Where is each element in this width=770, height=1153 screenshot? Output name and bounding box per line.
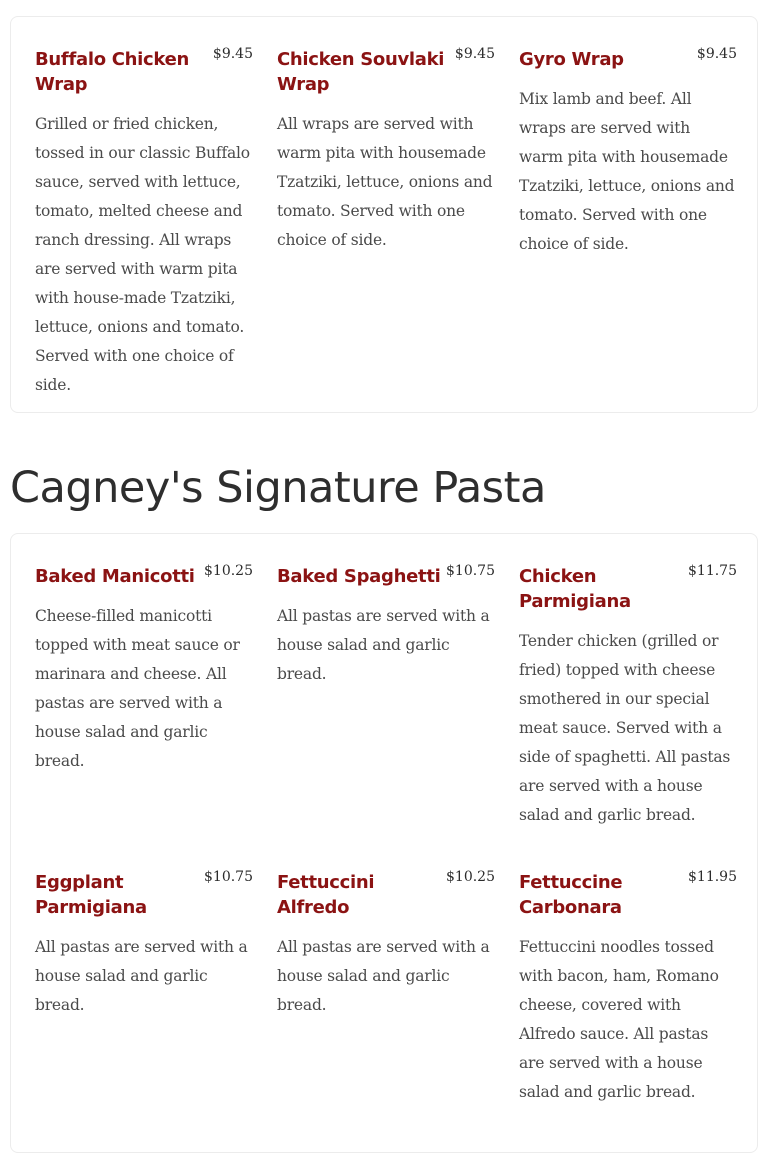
menu-item-price: $10.75 bbox=[446, 563, 495, 579]
menu-item-baked-spaghetti[interactable] bbox=[277, 564, 495, 830]
menu-item-header bbox=[519, 870, 737, 920]
menu-item-fettuccini-alfredo[interactable] bbox=[277, 870, 495, 1107]
menu-item-fettuccine-carbonara[interactable] bbox=[519, 870, 737, 1107]
menu-item-eggplant-parmigiana[interactable] bbox=[35, 870, 253, 1107]
wraps-items-grid bbox=[35, 47, 735, 400]
menu-item-name: Baked Manicotti bbox=[35, 566, 195, 587]
menu-item-header bbox=[35, 47, 253, 97]
menu-item-header bbox=[277, 564, 495, 589]
menu-item-description: All pastas are served with a house salad and garlic bread. bbox=[277, 607, 490, 683]
menu-item-price: $11.95 bbox=[688, 869, 737, 885]
menu-item-price: $10.25 bbox=[446, 869, 495, 885]
menu-item-header bbox=[519, 564, 737, 614]
menu-item-name: Baked Spaghetti bbox=[277, 566, 441, 587]
pasta-menu-card bbox=[10, 533, 758, 1153]
menu-item-name: Gyro Wrap bbox=[519, 49, 624, 70]
menu-item-description: Cheese-filled manicotti topped with meat sauce or marinara and cheese. All pastas are served with a house salad and garlic bread. bbox=[35, 607, 240, 770]
menu-item-baked-manicotti[interactable] bbox=[35, 564, 253, 830]
menu-item-description: All pastas are served with a house salad and garlic bread. bbox=[277, 938, 490, 1014]
section-title-signature-pasta: Cagney's Signature Pasta bbox=[10, 463, 546, 513]
menu-item-buffalo-chicken-wrap[interactable] bbox=[35, 47, 253, 400]
menu-item-header bbox=[35, 870, 253, 920]
menu-item-name: Chicken Parmigiana bbox=[519, 566, 631, 612]
menu-item-header bbox=[277, 870, 495, 920]
menu-item-price: $10.25 bbox=[204, 563, 253, 579]
menu-item-name: Eggplant Parmigiana bbox=[35, 872, 147, 918]
menu-item-chicken-parmigiana[interactable] bbox=[519, 564, 737, 830]
menu-item-gyro-wrap[interactable] bbox=[519, 47, 737, 400]
menu-item-name: Fettuccine Carbonara bbox=[519, 872, 623, 918]
menu-item-price: $10.75 bbox=[204, 869, 253, 885]
pasta-items-grid bbox=[35, 564, 735, 1107]
menu-item-header bbox=[519, 47, 737, 72]
menu-item-description: Mix lamb and beef. All wraps are served with warm pita with housemade Tzatziki, lettuce, onions and tomato. Served with one choice of side. bbox=[519, 90, 735, 253]
menu-item-price: $9.45 bbox=[454, 46, 495, 62]
menu-item-description: All pastas are served with a house salad and garlic bread. bbox=[35, 938, 248, 1014]
menu-item-name: Buffalo Chicken Wrap bbox=[35, 49, 190, 95]
menu-item-description: Grilled or fried chicken, tossed in our classic Buffalo sauce, served with lettuce, tomato, melted cheese and ranch dressing. All wraps are served with warm pita with house-made Tzatziki, lettuce, onions and tomato. Served with one choice of side. bbox=[35, 115, 250, 394]
menu-item-description: Tender chicken (grilled or fried) topped with cheese smothered in our special meat sauce. Served with a side of spaghetti. All pastas are served with a house salad and garlic bread. bbox=[519, 632, 731, 824]
menu-item-name: Chicken Souvlaki Wrap bbox=[277, 49, 445, 95]
menu-item-price: $9.45 bbox=[696, 46, 737, 62]
menu-item-price: $11.75 bbox=[688, 563, 737, 579]
menu-item-name: Fettuccini Alfredo bbox=[277, 872, 375, 918]
menu-item-chicken-souvlaki-wrap[interactable] bbox=[277, 47, 495, 400]
menu-item-price: $9.45 bbox=[212, 46, 253, 62]
menu-item-description: All wraps are served with warm pita with housemade Tzatziki, lettuce, onions and tomato. Served with one choice of side. bbox=[277, 115, 493, 249]
menu-item-description: Fettuccini noodles tossed with bacon, ham, Romano cheese, covered with Alfredo sauce. All pastas are served with a house salad and garlic bread. bbox=[519, 938, 719, 1101]
wraps-menu-card bbox=[10, 16, 758, 413]
menu-item-header bbox=[35, 564, 253, 589]
menu-item-header bbox=[277, 47, 495, 97]
